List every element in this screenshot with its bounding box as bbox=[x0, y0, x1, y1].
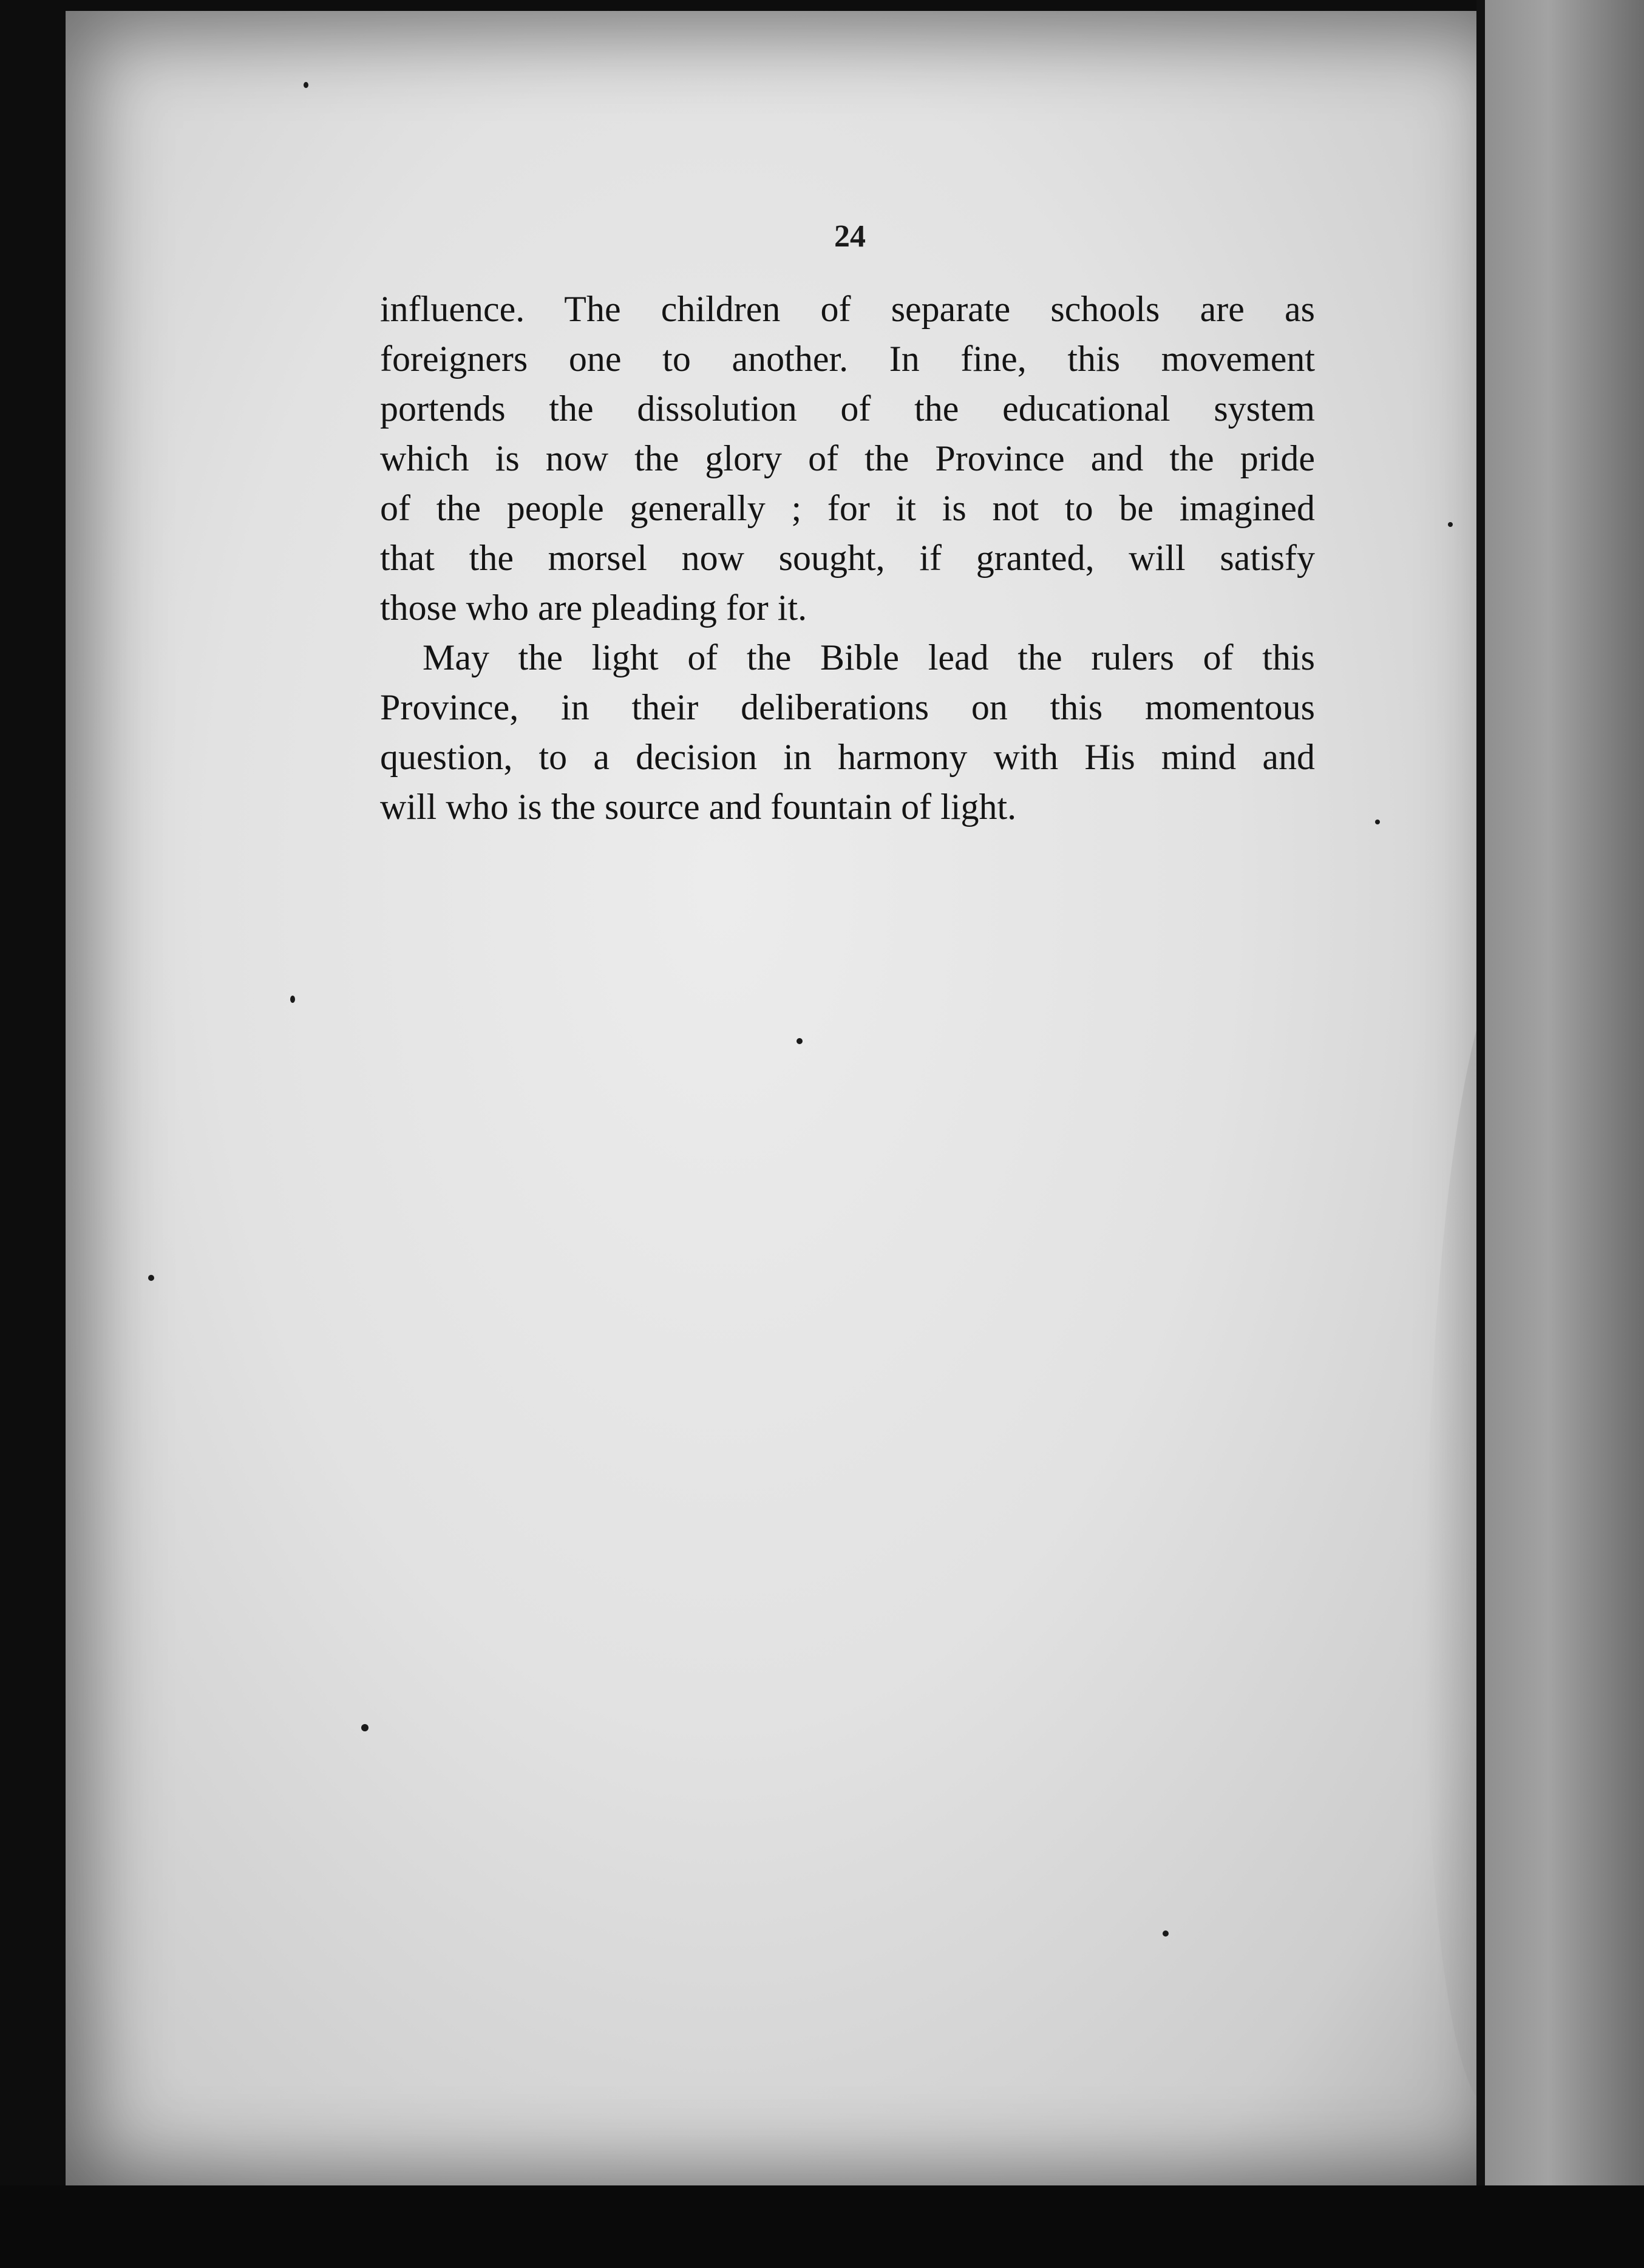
text-line: portends the dissolution of the educational system bbox=[380, 389, 1315, 429]
dust-speck bbox=[361, 1724, 369, 1731]
dust-speck bbox=[148, 1275, 154, 1281]
text-line: those who are pleading for it. bbox=[380, 588, 807, 628]
text-line: Province, in their deliberations on this momentous bbox=[380, 687, 1315, 727]
text-line: that the morsel now sought, if granted, will satisfy bbox=[380, 538, 1315, 578]
dust-speck bbox=[290, 996, 295, 1003]
dust-speck bbox=[1375, 820, 1380, 824]
scan-bottom-border bbox=[0, 2185, 1644, 2268]
dust-speck bbox=[1448, 522, 1453, 527]
facing-page-edge bbox=[1485, 0, 1644, 2222]
dust-speck bbox=[797, 1038, 803, 1044]
text-line: May the light of the Bible lead the rulers of this bbox=[423, 637, 1315, 677]
text-line: which is now the glory of the Province and the pride bbox=[380, 438, 1315, 478]
dust-speck bbox=[304, 82, 308, 88]
text-line: influence. The children of separate schools are as bbox=[380, 289, 1315, 329]
text-line: will who is the source and fountain of light. bbox=[380, 787, 1017, 827]
page-number: 24 bbox=[834, 219, 866, 254]
text-line: question, to a decision in harmony with His mind and bbox=[380, 737, 1315, 777]
paragraph-2 bbox=[380, 633, 1315, 832]
paragraph-1 bbox=[380, 284, 1315, 633]
binding-edge bbox=[1476, 0, 1485, 2222]
text-line: of the people generally ; for it is not to be imagined bbox=[380, 488, 1315, 528]
body-text bbox=[380, 284, 1315, 832]
dust-speck bbox=[1163, 1930, 1169, 1937]
text-line: foreigners one to another. In fine, this movement bbox=[380, 339, 1315, 379]
